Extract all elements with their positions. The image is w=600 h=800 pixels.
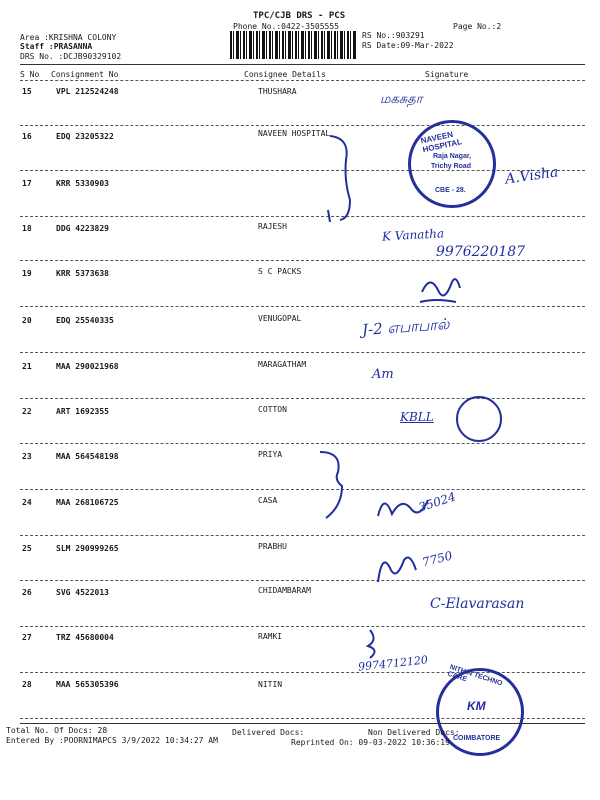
- reprinted-on: Reprinted On: 09-03-2022 10:36:19: [291, 738, 450, 747]
- row-sno: 27: [22, 633, 32, 642]
- row-sno: 19: [22, 269, 32, 278]
- row-consignment: KRR 5330903: [56, 179, 109, 188]
- row-sno: 15: [22, 87, 32, 96]
- signature-row-21: Am: [372, 367, 394, 382]
- row-consignee: VENUGOPAL: [258, 314, 302, 323]
- row-divider: [20, 443, 585, 444]
- signature-mark: [360, 626, 390, 662]
- row-consignee: COTTON: [258, 405, 287, 414]
- signature-row-18: K Vanatha: [381, 226, 445, 244]
- stamp-city: COIMBATORE: [453, 735, 501, 742]
- row-sno: 24: [22, 498, 32, 507]
- col-signature: Signature: [425, 70, 469, 79]
- header-divider: [20, 64, 585, 65]
- signature-row-15: மகசுதா: [380, 92, 423, 107]
- row-divider: [20, 125, 585, 126]
- row-consignment: ART 1692355: [56, 407, 109, 416]
- stamp-line: Trichy Road: [431, 163, 472, 170]
- signature-row-17: A.Visha: [504, 164, 560, 188]
- row-consignment: TRZ 45680004: [56, 633, 114, 642]
- phone-number: Phone No.:0422-3505555: [233, 22, 339, 31]
- row-consignee: S C PACKS: [258, 267, 302, 276]
- drs-number: DRS No. :DCJB90329102: [20, 52, 122, 61]
- col-consignee: Consignee Details: [244, 70, 326, 79]
- row-consignment: MAA 565305396: [56, 680, 119, 689]
- row-sno: 28: [22, 680, 32, 689]
- row-consignee: THUSHARA: [258, 87, 297, 96]
- row-sno: 18: [22, 224, 32, 233]
- row-sno: 25: [22, 544, 32, 553]
- col-consignment: Consignment No: [51, 70, 119, 79]
- row-sno: 23: [22, 452, 32, 461]
- report-title: TPC/CJB DRS - PCS: [253, 11, 346, 21]
- row-sno: 20: [22, 316, 32, 325]
- row-consignee: MARAGATHAM: [258, 360, 307, 369]
- signature-mark: [312, 446, 362, 526]
- row-divider: [20, 306, 585, 307]
- row-divider: [20, 170, 585, 171]
- row-divider: [20, 626, 585, 627]
- footer-divider: [20, 723, 585, 724]
- row-consignee: CHIDAMBARAM: [258, 586, 311, 595]
- round-stamp: [456, 396, 502, 442]
- signature-row-24: 35024: [416, 489, 458, 515]
- row-consignment: MAA 268106725: [56, 498, 119, 507]
- row-sno: 26: [22, 588, 32, 597]
- row-consignee: CASA: [258, 496, 278, 505]
- row-consignee: PRIYA: [258, 450, 283, 459]
- row-sno: 17: [22, 179, 32, 188]
- signature-mark: [372, 486, 432, 526]
- row-divider: [20, 580, 585, 581]
- rs-number: RS No.:903291: [362, 31, 425, 40]
- row-consignee: RAMKI: [258, 632, 283, 641]
- row-divider: [20, 352, 585, 353]
- row-divider: [20, 216, 585, 217]
- signature-row-26: C-Elavarasan: [430, 596, 525, 612]
- row-consignment: SLM 290999265: [56, 544, 119, 553]
- row-sno: 21: [22, 362, 32, 371]
- row-consignment: EDQ 23205322: [56, 132, 114, 141]
- row-consignee: NITIN: [258, 680, 283, 689]
- page-number: Page No.:2: [453, 22, 502, 31]
- signature-row-27: 9974712120: [357, 653, 429, 674]
- naveen-hospital-stamp: [408, 120, 496, 208]
- staff-field: Staff :PRASANNA: [20, 42, 93, 51]
- total-docs: Total No. Of Docs: 28: [6, 726, 108, 735]
- entered-by: Entered By :POORNIMAPCS 3/9/2022 10:34:27 AM: [6, 736, 218, 745]
- stamp-line: Raja Nagar,: [433, 153, 472, 160]
- row-divider: [20, 398, 585, 399]
- column-divider: [20, 80, 585, 81]
- stamp-ring-text: NITHIN TECHNO CARE: [446, 663, 504, 688]
- row-sno: 22: [22, 407, 32, 416]
- row-divider: [20, 489, 585, 490]
- stamp-line: CBE - 28.: [435, 187, 466, 194]
- row-consignment: MAA 564548198: [56, 452, 119, 461]
- delivered-docs: Delivered Docs:: [232, 728, 305, 737]
- signature-row-18-phone: 9976220187: [436, 244, 526, 260]
- col-sno: S No: [20, 70, 40, 79]
- area-field: Area :KRISHNA COLONY: [20, 33, 117, 42]
- stamp-line: NAVEEN HOSPITAL: [419, 129, 463, 155]
- row-sno: 16: [22, 132, 32, 141]
- row-divider: [20, 260, 585, 261]
- barcode: [230, 31, 356, 59]
- row-consignee: PRABHU: [258, 542, 287, 551]
- row-divider: [20, 535, 585, 536]
- row-consignment: EDQ 25540335: [56, 316, 114, 325]
- row-consignee: RAJESH: [258, 222, 287, 231]
- row-consignment: VPL 212524248: [56, 87, 119, 96]
- signature-row-22: KBLL: [400, 410, 434, 424]
- non-delivered-docs: Non Delivered Docs:: [368, 728, 460, 737]
- row-consignment: MAA 290021968: [56, 362, 119, 371]
- rs-date: RS Date:09-Mar-2022: [362, 41, 454, 50]
- row-consignment: KRR 5373638: [56, 269, 109, 278]
- row-consignee: NAVEEN HOSPITAL: [258, 129, 331, 138]
- row-consignment: SVG 4522013: [56, 588, 109, 597]
- signature-mark: [372, 548, 422, 588]
- signature-mark: [416, 272, 466, 312]
- row-consignment: DDG 4223829: [56, 224, 109, 233]
- signature-row-20: J-2 எபாபால்: [361, 314, 450, 340]
- stamp-center: KM: [467, 699, 486, 713]
- signature-row-25: 7750: [420, 548, 454, 570]
- signature-mark: [320, 130, 370, 225]
